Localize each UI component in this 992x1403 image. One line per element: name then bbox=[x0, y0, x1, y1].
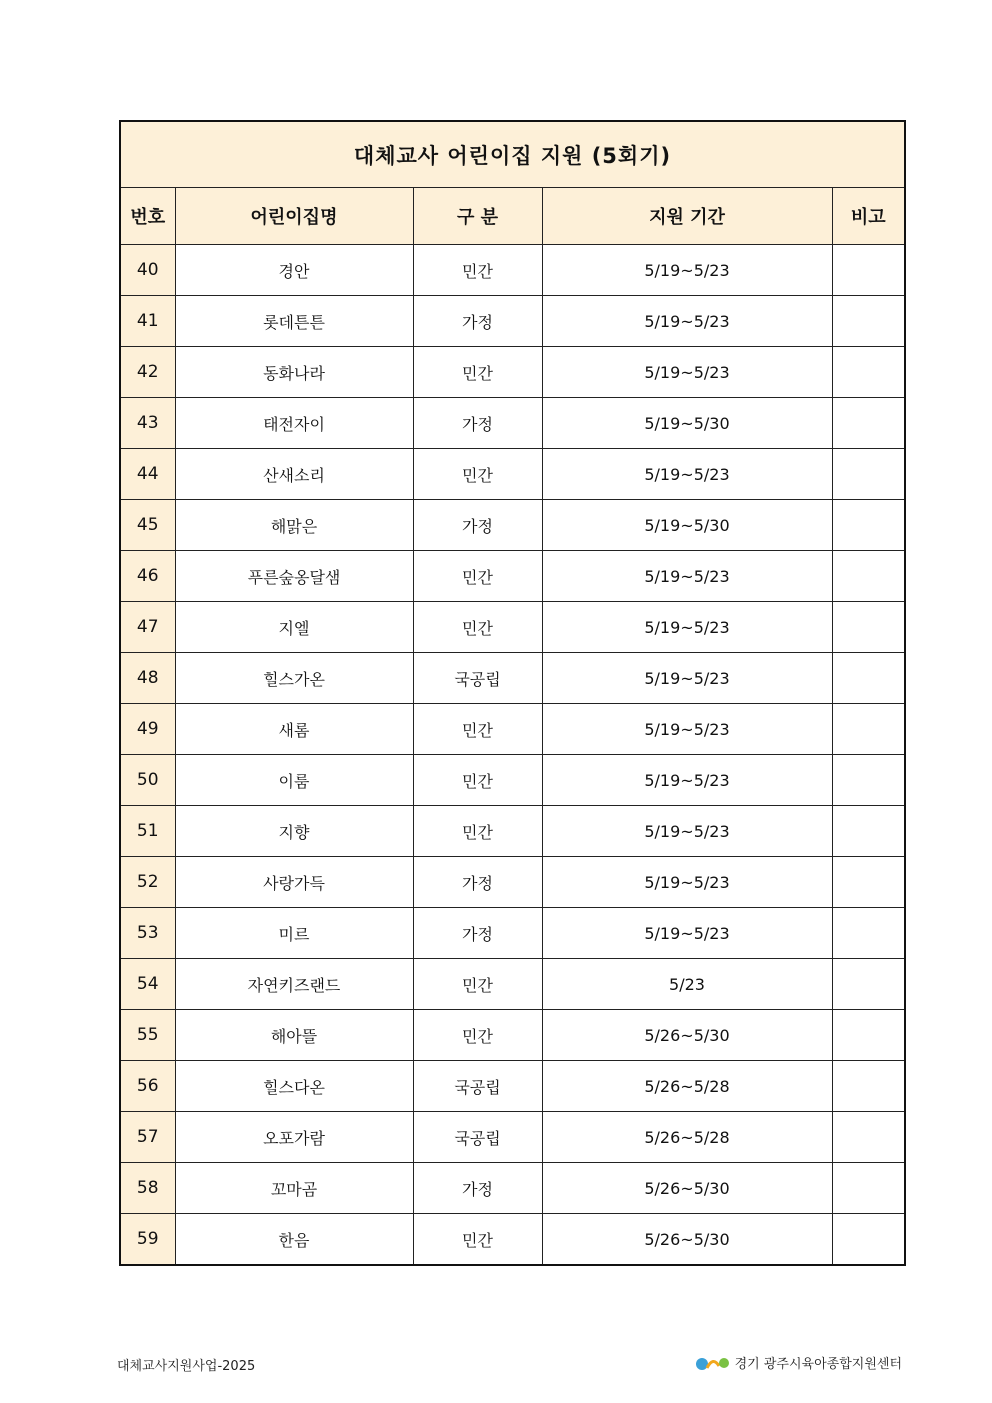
support-period: 5/26~5/30 bbox=[542, 1010, 832, 1061]
row-note bbox=[832, 806, 905, 857]
daycare-name: 롯데튼튼 bbox=[175, 296, 413, 347]
header-support-period: 지원 기간 bbox=[542, 188, 832, 245]
header-category: 구 분 bbox=[413, 188, 542, 245]
row-number: 50 bbox=[120, 755, 175, 806]
header-note: 비고 bbox=[832, 188, 905, 245]
support-period: 5/19~5/23 bbox=[542, 245, 832, 296]
daycare-category: 민간 bbox=[413, 959, 542, 1010]
daycare-name: 한음 bbox=[175, 1214, 413, 1266]
daycare-category: 국공립 bbox=[413, 653, 542, 704]
row-number: 40 bbox=[120, 245, 175, 296]
daycare-name: 미르 bbox=[175, 908, 413, 959]
row-note bbox=[832, 551, 905, 602]
table-row bbox=[120, 704, 905, 755]
row-number: 59 bbox=[120, 1214, 175, 1266]
table-row bbox=[120, 296, 905, 347]
row-note bbox=[832, 1010, 905, 1061]
support-table bbox=[119, 120, 906, 1266]
row-number: 43 bbox=[120, 398, 175, 449]
row-note bbox=[832, 347, 905, 398]
row-number: 41 bbox=[120, 296, 175, 347]
daycare-category: 가정 bbox=[413, 857, 542, 908]
daycare-category: 민간 bbox=[413, 806, 542, 857]
daycare-name: 해아뜰 bbox=[175, 1010, 413, 1061]
row-note bbox=[832, 959, 905, 1010]
row-number: 57 bbox=[120, 1112, 175, 1163]
table-row bbox=[120, 449, 905, 500]
daycare-name: 새롬 bbox=[175, 704, 413, 755]
daycare-category: 민간 bbox=[413, 1214, 542, 1266]
center-logo-icon bbox=[695, 1354, 731, 1372]
daycare-category: 국공립 bbox=[413, 1112, 542, 1163]
support-period: 5/19~5/23 bbox=[542, 449, 832, 500]
daycare-category: 가정 bbox=[413, 398, 542, 449]
support-period: 5/19~5/23 bbox=[542, 653, 832, 704]
support-period: 5/26~5/30 bbox=[542, 1214, 832, 1266]
daycare-category: 가정 bbox=[413, 296, 542, 347]
daycare-category: 가정 bbox=[413, 500, 542, 551]
row-number: 46 bbox=[120, 551, 175, 602]
support-period: 5/19~5/23 bbox=[542, 347, 832, 398]
support-period: 5/19~5/23 bbox=[542, 857, 832, 908]
row-note bbox=[832, 296, 905, 347]
daycare-category: 가정 bbox=[413, 908, 542, 959]
footer-program-label: 대체교사지원사업-2025 bbox=[117, 1359, 256, 1374]
table-row bbox=[120, 602, 905, 653]
table-row bbox=[120, 245, 905, 296]
daycare-name: 동화나라 bbox=[175, 347, 413, 398]
row-note bbox=[832, 653, 905, 704]
row-number: 44 bbox=[120, 449, 175, 500]
table-row bbox=[120, 755, 905, 806]
footer-organization-name: 경기 광주시육아종합지원센터 bbox=[734, 1357, 902, 1372]
substitute-teacher-table-sheet bbox=[119, 120, 904, 1266]
support-period: 5/19~5/23 bbox=[542, 602, 832, 653]
daycare-name: 경안 bbox=[175, 245, 413, 296]
row-note bbox=[832, 500, 905, 551]
table-title: 대체교사 어린이집 지원 (5회기) bbox=[120, 121, 905, 188]
row-note bbox=[832, 1112, 905, 1163]
footer-organization bbox=[695, 1353, 902, 1372]
daycare-name: 지향 bbox=[175, 806, 413, 857]
daycare-category: 민간 bbox=[413, 245, 542, 296]
support-period: 5/26~5/28 bbox=[542, 1061, 832, 1112]
row-number: 55 bbox=[120, 1010, 175, 1061]
daycare-name: 힐스다온 bbox=[175, 1061, 413, 1112]
row-number: 48 bbox=[120, 653, 175, 704]
table-row bbox=[120, 653, 905, 704]
table-row bbox=[120, 347, 905, 398]
row-number: 53 bbox=[120, 908, 175, 959]
row-note bbox=[832, 704, 905, 755]
table-row bbox=[120, 908, 905, 959]
table-body bbox=[120, 245, 905, 1266]
daycare-category: 민간 bbox=[413, 449, 542, 500]
row-note bbox=[832, 1214, 905, 1266]
row-note bbox=[832, 1163, 905, 1214]
row-number: 47 bbox=[120, 602, 175, 653]
daycare-category: 국공립 bbox=[413, 1061, 542, 1112]
support-period: 5/19~5/23 bbox=[542, 806, 832, 857]
daycare-name: 산새소리 bbox=[175, 449, 413, 500]
daycare-category: 민간 bbox=[413, 1010, 542, 1061]
daycare-category: 가정 bbox=[413, 1163, 542, 1214]
row-note bbox=[832, 398, 905, 449]
daycare-name: 힐스가온 bbox=[175, 653, 413, 704]
row-number: 42 bbox=[120, 347, 175, 398]
row-number: 51 bbox=[120, 806, 175, 857]
support-period: 5/26~5/28 bbox=[542, 1112, 832, 1163]
daycare-category: 민간 bbox=[413, 551, 542, 602]
support-period: 5/19~5/23 bbox=[542, 551, 832, 602]
row-note bbox=[832, 1061, 905, 1112]
table-row bbox=[120, 1061, 905, 1112]
daycare-name: 푸른숲옹달샘 bbox=[175, 551, 413, 602]
row-note bbox=[832, 755, 905, 806]
row-number: 45 bbox=[120, 500, 175, 551]
row-note bbox=[832, 449, 905, 500]
row-note bbox=[832, 602, 905, 653]
daycare-name: 이룸 bbox=[175, 755, 413, 806]
table-row bbox=[120, 959, 905, 1010]
daycare-category: 민간 bbox=[413, 602, 542, 653]
table-row bbox=[120, 1010, 905, 1061]
daycare-category: 민간 bbox=[413, 704, 542, 755]
table-row bbox=[120, 1214, 905, 1266]
daycare-name: 태전자이 bbox=[175, 398, 413, 449]
row-note bbox=[832, 857, 905, 908]
table-row bbox=[120, 857, 905, 908]
row-number: 54 bbox=[120, 959, 175, 1010]
header-number: 번호 bbox=[120, 188, 175, 245]
table-row bbox=[120, 806, 905, 857]
daycare-name: 지엘 bbox=[175, 602, 413, 653]
support-period: 5/19~5/30 bbox=[542, 500, 832, 551]
row-number: 52 bbox=[120, 857, 175, 908]
support-period: 5/19~5/23 bbox=[542, 755, 832, 806]
support-period: 5/19~5/23 bbox=[542, 296, 832, 347]
support-period: 5/23 bbox=[542, 959, 832, 1010]
daycare-name: 오포가람 bbox=[175, 1112, 413, 1163]
daycare-name: 꼬마곰 bbox=[175, 1163, 413, 1214]
row-number: 58 bbox=[120, 1163, 175, 1214]
daycare-name: 사랑가득 bbox=[175, 857, 413, 908]
header-daycare-name: 어린이집명 bbox=[175, 188, 413, 245]
row-note bbox=[832, 245, 905, 296]
support-period: 5/19~5/30 bbox=[542, 398, 832, 449]
table-row bbox=[120, 1112, 905, 1163]
support-period: 5/19~5/23 bbox=[542, 908, 832, 959]
table-row bbox=[120, 551, 905, 602]
table-row bbox=[120, 1163, 905, 1214]
daycare-name: 자연키즈랜드 bbox=[175, 959, 413, 1010]
support-period: 5/26~5/30 bbox=[542, 1163, 832, 1214]
daycare-category: 민간 bbox=[413, 347, 542, 398]
table-row bbox=[120, 398, 905, 449]
support-period: 5/19~5/23 bbox=[542, 704, 832, 755]
daycare-name: 해맑은 bbox=[175, 500, 413, 551]
row-number: 56 bbox=[120, 1061, 175, 1112]
row-number: 49 bbox=[120, 704, 175, 755]
table-row bbox=[120, 500, 905, 551]
daycare-category: 민간 bbox=[413, 755, 542, 806]
row-note bbox=[832, 908, 905, 959]
